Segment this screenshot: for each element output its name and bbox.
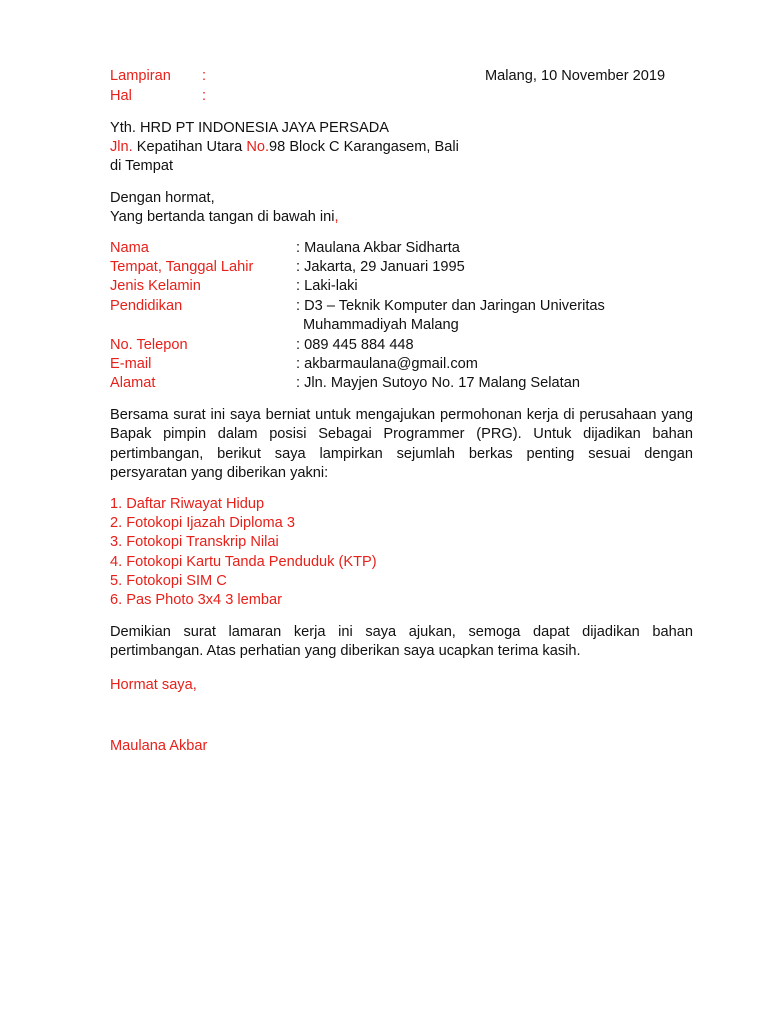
detail-label-nama: Nama — [110, 240, 149, 256]
intro-line — [110, 208, 339, 227]
lampiran-colon: : — [202, 68, 207, 84]
intro-comma: , — [334, 209, 339, 225]
detail-value-nama: : Maulana Akbar Sidharta — [296, 240, 460, 256]
detail-label-gender: Jenis Kelamin — [110, 278, 201, 294]
detail-label-phone: No. Telepon — [110, 337, 188, 353]
detail-value-ttl: : Jakarta, 29 Januari 1995 — [296, 259, 465, 275]
address-prefix: Jln. — [110, 139, 133, 155]
detail-value-education: : D3 – Teknik Komputer dan Jaringan Univeritas — [296, 298, 605, 314]
detail-label-ttl: Tempat, Tanggal Lahir — [110, 259, 254, 275]
attachment-item: 1. Daftar Riwayat Hidup — [110, 496, 265, 512]
recipient-line-1: Yth. HRD PT INDONESIA JAYA PERSADA — [110, 120, 389, 136]
detail-label-address: Alamat — [110, 375, 156, 391]
address-street: Kepatihan Utara — [132, 139, 247, 155]
recipient-address — [110, 138, 459, 157]
detail-label-education: Pendidikan — [110, 298, 183, 314]
address-rest: 98 Block C Karangasem, Bali — [269, 139, 459, 155]
greeting: Dengan hormat, — [110, 190, 215, 206]
hal-colon: : — [202, 88, 207, 104]
detail-value-phone: : 089 445 884 448 — [296, 337, 414, 353]
body-paragraph: Bersama surat ini saya berniat untuk mengajukan permohonan kerja di perusahaan yang Bapak pimpin dalam posisi Sebagai Programmer (PRG). Untuk dijadikan bahan pertimbangan, berikut saya lampirkan sejumlah berkas penting sesuai dengan persyaratan yang diberikan yakni: — [110, 407, 693, 482]
detail-value-gender: : Laki-laki — [296, 278, 358, 294]
detail-value-education-cont: Muhammadiyah Malang — [303, 317, 459, 333]
hal-label: Hal — [110, 88, 132, 104]
signature-name: Maulana Akbar — [110, 738, 208, 754]
intro-text: Yang bertanda tangan di bawah ini — [110, 209, 335, 225]
detail-value-address: : Jln. Mayjen Sutoyo No. 17 Malang Selatan — [296, 375, 580, 391]
attachment-item: 4. Fotokopi Kartu Tanda Penduduk (KTP) — [110, 554, 377, 570]
address-no: No. — [246, 139, 270, 155]
detail-value-email: : akbarmaulana@gmail.com — [296, 356, 478, 372]
closing-paragraph: Demikian surat lamaran kerja ini saya ajukan, semoga dapat dijadikan bahan pertimbangan. Atas perhatian yang diberikan saya ucapkan terima kasih. — [110, 624, 693, 660]
letter-date: Malang, 10 November 2019 — [485, 68, 666, 84]
signoff: Hormat saya, — [110, 677, 197, 693]
lampiran-label: Lampiran — [110, 68, 171, 84]
recipient-line-3: di Tempat — [110, 158, 174, 174]
attachment-item: 5. Fotokopi SIM C — [110, 573, 227, 589]
attachment-item: 3. Fotokopi Transkrip Nilai — [110, 534, 279, 550]
attachment-item: 2. Fotokopi Ijazah Diploma 3 — [110, 515, 295, 531]
attachment-item: 6. Pas Photo 3x4 3 lembar — [110, 592, 282, 608]
detail-label-email: E-mail — [110, 356, 152, 372]
